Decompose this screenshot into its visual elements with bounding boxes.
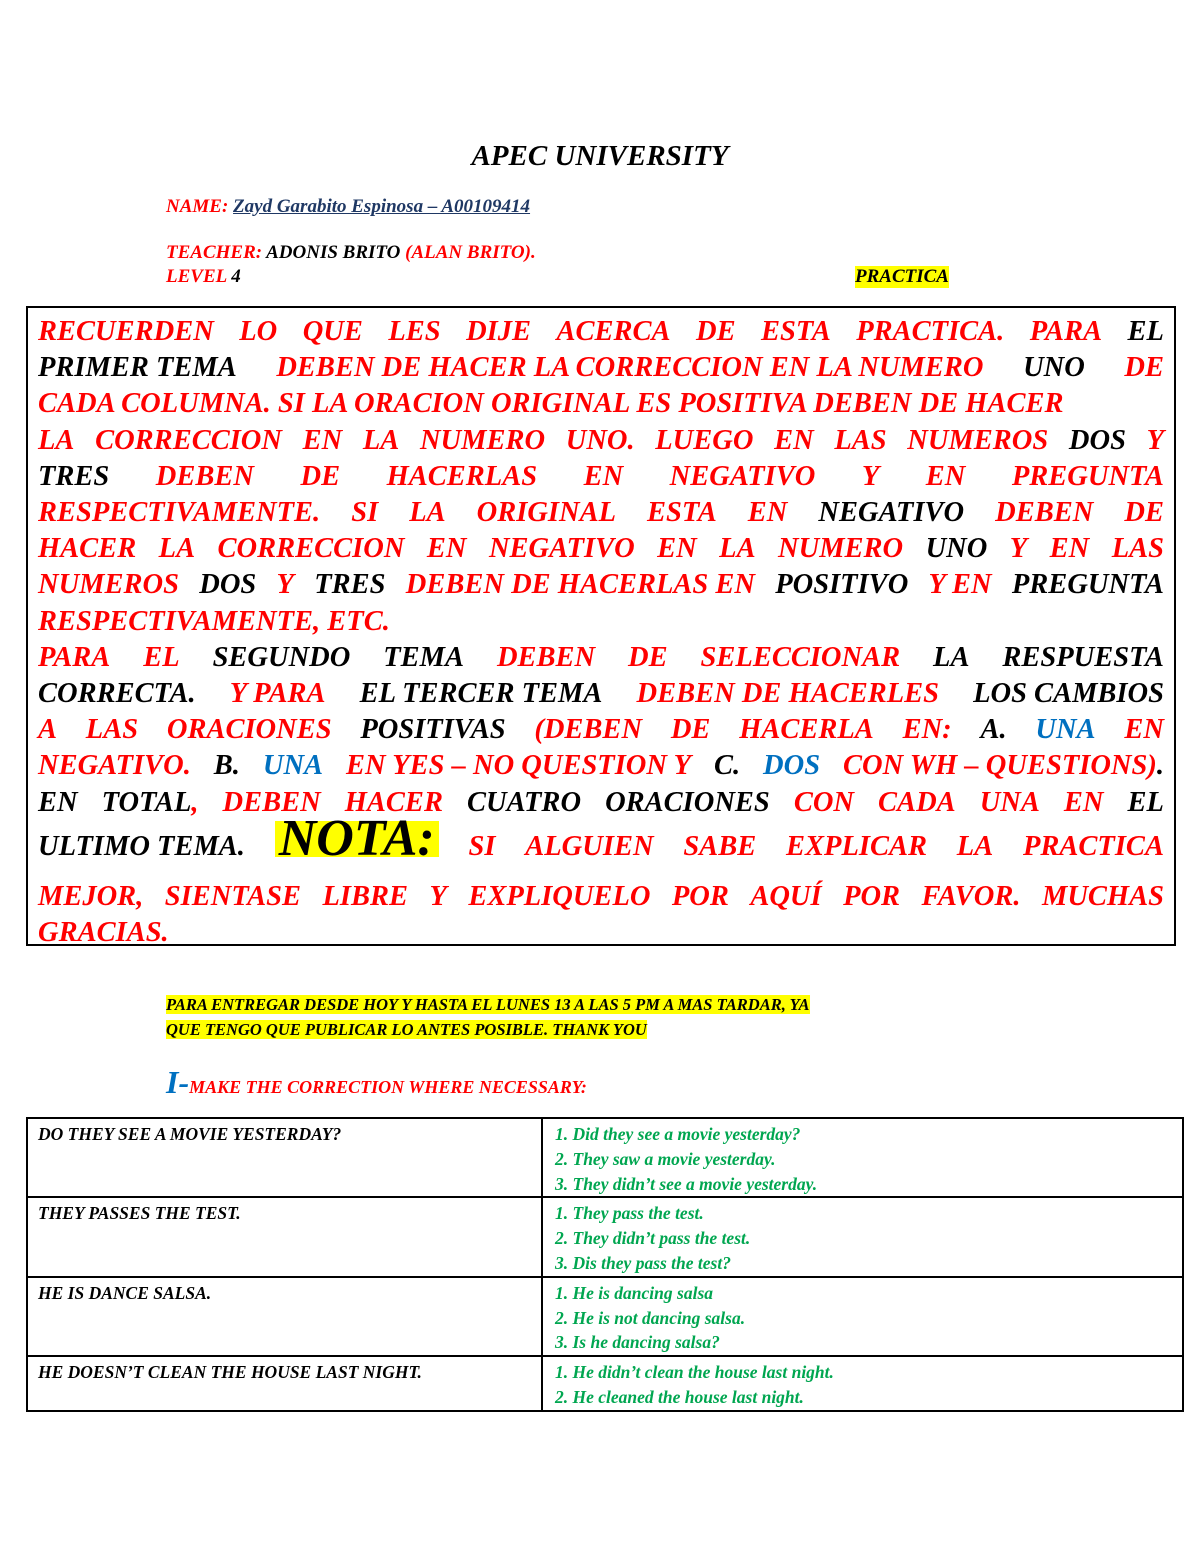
word: UNO. — [565, 424, 635, 456]
word: POR — [671, 880, 729, 912]
segment: C. — [713, 750, 741, 782]
table-row — [27, 1356, 1183, 1411]
word: DIJE — [466, 316, 532, 347]
word: LA — [158, 533, 196, 565]
segment: EN YES – NO QUESTION Y — [346, 750, 691, 782]
teacher-label: TEACHER: — [166, 242, 263, 263]
segment: DEBEN DE HACERLAS EN — [405, 569, 755, 601]
word: SIENTASE — [164, 880, 302, 912]
word: TEMA — [383, 641, 465, 673]
instr-line-5 — [38, 459, 1164, 495]
answer-line: 2. He cleaned the house last night. — [555, 1386, 804, 1407]
word: UNO — [925, 533, 988, 565]
word: SABE — [683, 830, 757, 862]
word: SELECCIONAR — [700, 641, 901, 673]
segment: TRES — [314, 569, 386, 601]
original-sentence: THEY PASSES THE TEST. — [27, 1197, 542, 1276]
table-row — [27, 1197, 1183, 1276]
word: LA — [362, 424, 400, 456]
word: LES — [388, 316, 441, 347]
answer-line: 2. They didn’t pass the test. — [555, 1228, 751, 1249]
teacher-name: ADONIS BRITO — [266, 242, 401, 263]
word: Y — [861, 460, 880, 492]
word: AQUÍ — [750, 880, 822, 912]
answer-cell — [542, 1277, 1183, 1356]
word: NEGATIVO — [488, 533, 635, 565]
instr-line-8 — [38, 567, 1164, 603]
word: LA — [719, 533, 756, 565]
instr-line-10 — [38, 640, 1164, 676]
word: TOTAL — [101, 786, 192, 818]
word: PRACTICA — [1023, 830, 1164, 862]
word: DE — [670, 714, 711, 746]
word: DEBEN — [222, 786, 321, 818]
word: MEJOR, — [38, 880, 144, 912]
delivery-line-1: PARA ENTREGAR DESDE HOY Y HASTA EL LUNES 13 A LAS 5 PM A MAS TARDAR, YA — [166, 995, 810, 1014]
delivery-line-2: QUE TENGO QUE PUBLICAR LO ANTES POSIBLE. THANK YOU — [166, 1020, 647, 1039]
instr-line-2 — [38, 350, 1164, 386]
segment: UNA — [262, 750, 324, 782]
word: PRACTICA. — [856, 316, 1005, 347]
segment: NUMEROS — [38, 569, 179, 601]
answer-line: 3. They didn’t see a movie yesterday. — [555, 1173, 818, 1194]
segment — [843, 748, 1164, 784]
word: ALGUIEN — [525, 830, 654, 862]
answer-line: 3. Is he dancing salsa? — [555, 1332, 720, 1353]
instr-line-4 — [38, 423, 1164, 459]
word: POR — [843, 880, 901, 912]
level-value: 4 — [231, 266, 241, 287]
word: RESPUESTA — [1002, 641, 1164, 673]
page-title: APEC UNIVERSITY — [471, 140, 729, 172]
original-sentence: DO THEY SEE A MOVIE YESTERDAY? — [27, 1118, 542, 1197]
word: PREGUNTA — [1011, 460, 1164, 492]
segment: DOS — [763, 750, 821, 782]
word: A — [38, 714, 58, 746]
word: EN — [1049, 533, 1090, 565]
correction-table — [26, 1117, 1184, 1412]
word: NUMEROS — [907, 424, 1049, 456]
word: EL — [1127, 786, 1164, 818]
word: HACER — [38, 533, 137, 565]
answer-cell — [542, 1197, 1183, 1276]
instr-line-7 — [38, 531, 1164, 567]
word: CORRECCION — [217, 533, 405, 565]
word: ESTA — [761, 316, 831, 347]
word: HACERLAS — [386, 460, 538, 492]
word: CADA — [878, 786, 956, 818]
word: EN — [302, 424, 343, 456]
section-title: MAKE THE CORRECTION WHERE NECESSARY: — [189, 1077, 587, 1097]
word: LAS — [1111, 533, 1164, 565]
word: DE — [628, 641, 668, 673]
word: EXPLIQUELO — [468, 880, 651, 912]
word: EXPLICAR — [786, 830, 927, 862]
word: CORRECCION — [95, 424, 282, 456]
segment: DEBEN DE HACER LA CORRECCION EN LA NUMERO — [276, 352, 984, 384]
word: EN — [657, 533, 697, 565]
word: EN — [774, 424, 814, 456]
word: EL — [1127, 316, 1164, 347]
word: CUATRO — [467, 786, 582, 818]
segment: CADA COLUMNA. SI LA ORACION ORIGINAL ES POSITIVA DEBEN DE HACER — [38, 388, 1064, 420]
word: LAS — [85, 714, 139, 746]
segment: POSITIVO — [775, 569, 909, 601]
word: CON — [793, 786, 855, 818]
word: DE — [696, 316, 736, 347]
word: EN — [1063, 786, 1104, 818]
word: RECUERDEN — [38, 316, 214, 347]
word: SI — [351, 497, 379, 529]
instr-line-15 — [38, 809, 1164, 879]
word: LA — [956, 830, 994, 862]
level-label: LEVEL — [166, 266, 227, 287]
word: LA — [409, 497, 446, 529]
word: LA — [933, 641, 970, 673]
segment: Y — [276, 569, 294, 601]
instr-line-14 — [38, 785, 1164, 821]
segment: NEGATIVO. — [38, 750, 191, 782]
answer-line: 1. He didn’t clean the house last night. — [555, 1362, 834, 1383]
segment: PREGUNTA — [1011, 569, 1164, 601]
instructions-box — [26, 306, 1176, 949]
student-name: Zayd Garabito Espinosa – A00109414 — [233, 196, 531, 217]
answer-line: 1. They pass the test. — [555, 1203, 704, 1224]
word: TRES — [38, 460, 110, 492]
answer-line: 1. He is dancing salsa — [555, 1282, 714, 1303]
word: HACERLA — [739, 714, 874, 746]
segment: Y PARA — [229, 678, 326, 710]
original-sentence: HE DOESN’T CLEAN THE HOUSE LAST NIGHT. — [27, 1356, 542, 1411]
segment: RESPECTIVAMENTE, ETC. — [38, 605, 390, 637]
word: DEBEN — [995, 497, 1094, 529]
word: QUE — [302, 316, 363, 347]
table-row — [27, 1118, 1183, 1197]
segment: GRACIAS. — [38, 917, 169, 949]
answer-cell — [542, 1118, 1183, 1197]
word — [102, 785, 199, 821]
word: Y — [1146, 424, 1164, 456]
word: SEGUNDO — [212, 641, 351, 673]
segment: DE — [1124, 352, 1164, 384]
table-row — [27, 1277, 1183, 1356]
word: EN — [747, 497, 788, 529]
word: NEGATIVO — [669, 460, 816, 492]
word: (DEBEN — [534, 714, 643, 746]
practica-badge: PRACTICA — [855, 266, 949, 287]
comma: , — [191, 786, 199, 818]
word: DOS — [1068, 424, 1126, 456]
word: DEBEN — [496, 641, 596, 673]
segment: DOS — [199, 569, 257, 601]
instr-line-9 — [38, 604, 1164, 640]
word: ACERCA — [556, 316, 671, 347]
word: DE — [300, 460, 341, 492]
word: LO — [239, 316, 278, 347]
word: MUCHAS — [1041, 880, 1164, 912]
instr-line-13 — [38, 748, 1164, 784]
period: . — [1156, 750, 1164, 782]
word: EN — [583, 460, 624, 492]
word: Y — [1009, 533, 1028, 565]
instr-line-12 — [38, 712, 1164, 748]
segment: Y EN — [928, 569, 992, 601]
word: DEBEN — [155, 460, 254, 492]
word: NEGATIVO — [818, 497, 965, 529]
delivery-notice — [166, 992, 810, 1042]
word: RESPECTIVAMENTE. — [38, 497, 321, 529]
word: FAVOR. — [921, 880, 1021, 912]
instr-line-6 — [38, 495, 1164, 531]
original-sentence: HE IS DANCE SALSA. — [27, 1277, 542, 1356]
level-line — [166, 266, 241, 288]
name-line — [166, 196, 530, 218]
word: LIBRE — [322, 880, 409, 912]
answer-line: 2. They saw a movie yesterday. — [555, 1148, 776, 1169]
section-number: I- — [166, 1064, 190, 1100]
word: LAS — [834, 424, 887, 456]
word: NUMERO — [778, 533, 904, 565]
word: ORACIONES — [166, 714, 332, 746]
word: UNA — [979, 786, 1040, 818]
word: DE — [1124, 497, 1164, 529]
instr-line-16 — [38, 879, 1164, 915]
word: ORACIONES — [605, 786, 770, 818]
segment: PRIMER TEMA — [38, 352, 237, 384]
word: LUEGO — [655, 424, 754, 456]
word: PARA — [1029, 316, 1103, 347]
nota-label: NOTA: — [275, 821, 439, 857]
segment: B. — [213, 750, 240, 782]
section-heading — [166, 1064, 587, 1101]
word: A. — [980, 714, 1007, 746]
instr-line-17 — [38, 915, 1164, 951]
word: PARA — [38, 641, 111, 673]
word: LA — [38, 424, 75, 456]
answer-line: 3. Dis they pass the test? — [555, 1252, 731, 1273]
word: Y — [429, 880, 447, 912]
word: SI — [468, 830, 496, 862]
word: EN: — [902, 714, 952, 746]
instr-line-1 — [38, 314, 1164, 350]
instr-line-3 — [38, 386, 1164, 422]
instr-line-11 — [38, 676, 1164, 712]
word: HACER — [344, 786, 443, 818]
segment: CON WH – QUESTIONS) — [843, 750, 1157, 782]
word: NUMERO — [419, 424, 546, 456]
teacher-line — [166, 242, 536, 264]
segment: EL TERCER TEMA — [359, 678, 603, 710]
word: POSITIVAS — [360, 714, 506, 746]
segment: CORRECTA. — [38, 678, 196, 710]
segment: LOS CAMBIOS — [973, 678, 1164, 710]
word: EN — [925, 460, 966, 492]
segment: UNO — [1023, 352, 1085, 384]
answer-line: 1. Did they see a movie yesterday? — [555, 1124, 801, 1144]
word: EL — [143, 641, 180, 673]
teacher-alias: (ALAN BRITO). — [405, 242, 536, 263]
answer-cell — [542, 1356, 1183, 1411]
word: EN — [38, 786, 78, 818]
answer-line: 2. He is not dancing salsa. — [555, 1307, 746, 1328]
word: UNA — [1035, 714, 1096, 746]
segment: DEBEN DE HACERLES — [636, 678, 940, 710]
segment: ULTIMO TEMA. — [38, 830, 245, 862]
name-label: NAME: — [166, 196, 229, 217]
word: ORIGINAL — [476, 497, 617, 529]
word: EN — [426, 533, 467, 565]
word: ESTA — [647, 497, 717, 529]
word: EN — [1124, 714, 1164, 746]
